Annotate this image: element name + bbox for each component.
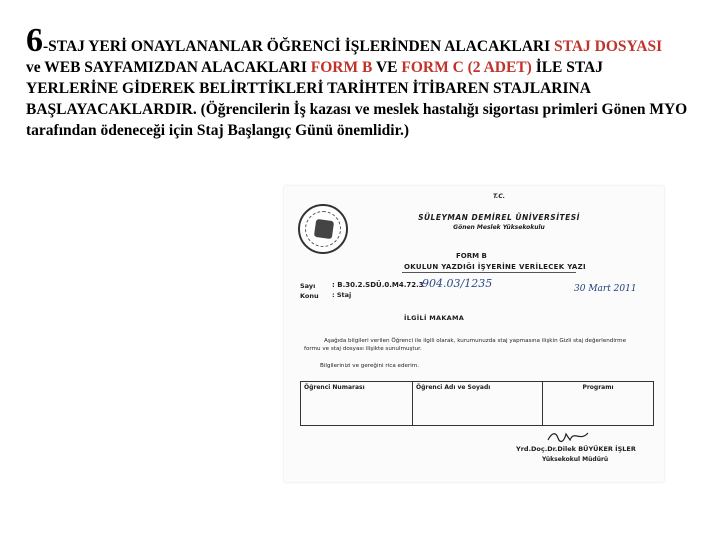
slide-paragraph: [26, 22, 698, 141]
doc-body-paragraph: Aşağıda bilgileri verilen Öğrenci ile ilgili olarak, kurumunuzda staj yapmasına ilişkin Gizli staj değerlendirme formu ve staj dosyası ilişikte sunulmuştur.: [304, 338, 627, 352]
table-header-student-name: Öğrenci Adı ve Soyadı: [413, 382, 543, 425]
scanned-form-b-document: [284, 186, 664, 482]
slide-text-form-b: FORM B: [310, 59, 373, 76]
doc-signer-name: Yrd.Doç.Dr.Dilek BÜYÜKER İŞLER: [516, 445, 636, 453]
university-seal-logo: [298, 204, 348, 254]
slide-first-line: [26, 22, 698, 59]
doc-date-handwritten: 30 Mart 2011: [574, 284, 637, 294]
doc-closing-line: Bilgilerinizi ve gereğini rica ederim.: [320, 363, 420, 369]
slide-text-part-3: ve WEB SAYFAMIZDAN ALACAKLARI: [26, 59, 311, 76]
slide-text-part-7: İLE STAJ YERLERİNE GİDEREK BELİRTTİKLERİ TARİHTEN İTİBAREN STAJLARINA BAŞLAYACAKLARDIR. (Öğrencilerin İş kazası ve meslek hastalığı sigortası primleri Gönen MYO tarafından ödeneceği için Staj Başlangıç Günü önemlidir.): [26, 59, 688, 139]
doc-signer-title: Yüksekokul Müdürü: [542, 456, 609, 463]
slide-text-part-5: VE: [372, 59, 402, 76]
doc-header-university: SÜLEYMAN DEMİREL ÜNİVERSİTESİ: [418, 213, 580, 222]
table-header-program: Programı: [582, 384, 614, 391]
signature-icon: [546, 428, 590, 444]
slide-text-staj-dosyasi: STAJ DOSYASI: [554, 38, 663, 55]
doc-sayi-label: Sayı: [300, 282, 316, 290]
doc-konu-value: : Staj: [332, 291, 352, 299]
slide-text-form-c: FORM C (2 ADET): [401, 59, 532, 76]
doc-student-table: [300, 381, 654, 426]
doc-form-title: OKULUN YAZDIĞI İŞYERİNE VERİLECEK YAZI: [404, 263, 586, 271]
slide-number: 6: [26, 22, 43, 59]
doc-salutation: İLGİLİ MAKAMA: [404, 314, 465, 322]
doc-header-school: Gönen Meslek Yüksekokulu: [453, 224, 545, 231]
doc-sayi-value: : B.30.2.SDÜ.0.M4.72.3: [332, 281, 424, 289]
slide-text-part-1: -STAJ YERİ ONAYLANANLAR ÖĞRENCİ İŞLERİNDEN ALACAKLARI: [43, 38, 555, 55]
doc-konu-label: Konu: [300, 292, 319, 300]
doc-title-underline: [402, 272, 576, 273]
table-header-student-number: Öğrenci Numarası: [301, 382, 413, 425]
doc-header-tc: T.C.: [492, 193, 506, 200]
doc-form-label: FORM B: [456, 252, 487, 260]
doc-sayi-handwritten: 904.03/1235: [422, 277, 493, 290]
seal-emblem-icon: [314, 219, 334, 239]
